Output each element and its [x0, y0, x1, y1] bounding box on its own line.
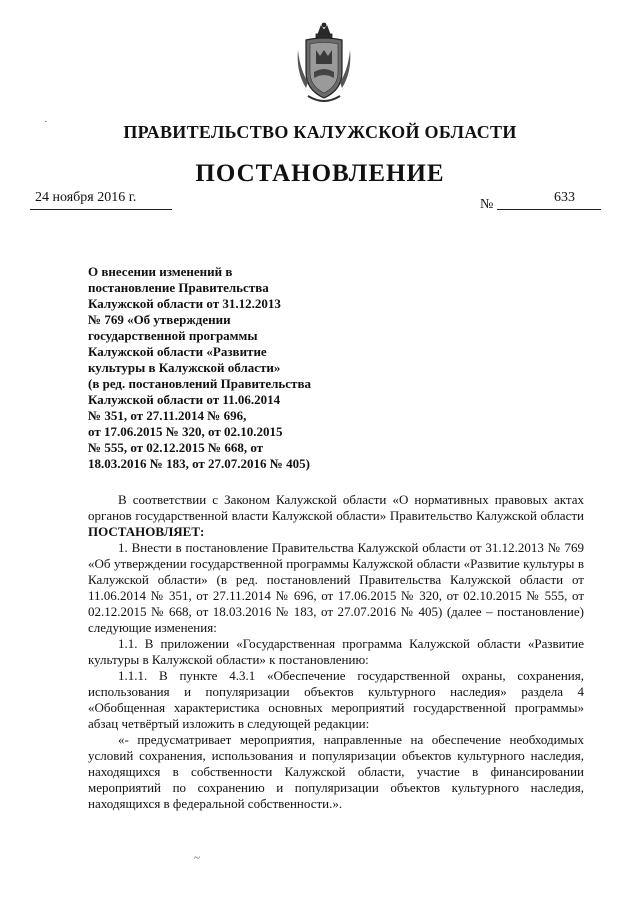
- organization-title: ПРАВИТЕЛЬСТВО КАЛУЖСКОЙ ОБЛАСТИ: [123, 122, 517, 142]
- document-date: 24 ноября 2016 г.: [35, 190, 137, 205]
- subject-line: Калужской области от 11.06.2014: [88, 392, 281, 407]
- subject-line: культуры в Калужской области»: [88, 360, 281, 375]
- number-underline: [497, 209, 601, 210]
- paragraph-quote: «- предусматривает мероприятия, направленные на обеспечение необходимых условий сохранения, использования и популяризации объектов культурного наследия, находящихся в собственности Калужской области, участие в финансировании мероприятий по сохранению и популяризации объектов культурного наследия, находящихся в федеральной собственности.».: [88, 732, 584, 811]
- paragraph-1-1: 1.1. В приложении «Государственная программа Калужской области «Развитие культуры в Калужской области» к постановлению:: [88, 636, 584, 667]
- document-type-title: ПОСТАНОВЛЕНИЕ: [195, 160, 445, 187]
- subject-line: Калужской области «Развитие: [88, 344, 267, 359]
- subject-line: Калужской области от 31.12.2013: [88, 296, 281, 311]
- subject-line: от 17.06.2015 № 320, от 02.10.2015: [88, 424, 283, 439]
- paragraph-1-1-1: 1.1.1. В пункте 4.3.1 «Обеспечение государственной охраны, сохранения, использования и популяризации объектов культурного наследия» раздела 4 «Обобщенная характеристика основных мероприятий государственной программы» абзац четвёртый изложить в следующей редакции:: [88, 668, 584, 731]
- document-body: [88, 492, 584, 812]
- resolves-keyword: ПОСТАНОВЛЯЕТ:: [88, 524, 205, 539]
- subject-line: О внесении изменений в: [88, 264, 233, 279]
- subject-line: постановление Правительства: [88, 280, 269, 295]
- intro-text: В соответствии с Законом Калужской области «О нормативных правовых актах органов государственной власти Калужской области» Правительство Калужской области: [88, 492, 584, 523]
- coat-of-arms-icon: [296, 20, 352, 106]
- scan-speck: ·: [44, 116, 48, 128]
- subject-line: 18.03.2016 № 183, от 27.07.2016 № 405): [88, 456, 310, 471]
- date-underline: [30, 209, 172, 210]
- number-label: №: [480, 197, 494, 212]
- intro-paragraph: [88, 492, 584, 540]
- document-subject: [88, 264, 328, 472]
- subject-line: № 351, от 27.11.2014 № 696,: [88, 408, 247, 423]
- subject-line: государственной программы: [88, 328, 258, 343]
- subject-line: № 769 «Об утверждении: [88, 312, 231, 327]
- subject-line: (в ред. постановлений Правительства: [88, 376, 311, 391]
- paragraph-1: 1. Внести в постановление Правительства Калужской области от 31.12.2013 № 769 «Об утверждении государственной программы Калужской области «Развитие культуры в Калужской области» (в ред. постановлений Правительства Калужской области от 11.06.2014 № 351, от 27.11.2014 № 696, от 17.06.2015 № 320, от 02.10.2015 № 555, от 02.12.2015 № 668, от 18.03.2016 № 183, от 27.07.2016 № 405) (далее – постановление) следующие изменения:: [88, 540, 584, 635]
- subject-line: № 555, от 02.12.2015 № 668, от: [88, 440, 264, 455]
- scan-speck: ~: [194, 852, 200, 864]
- document-number: 633: [554, 190, 575, 205]
